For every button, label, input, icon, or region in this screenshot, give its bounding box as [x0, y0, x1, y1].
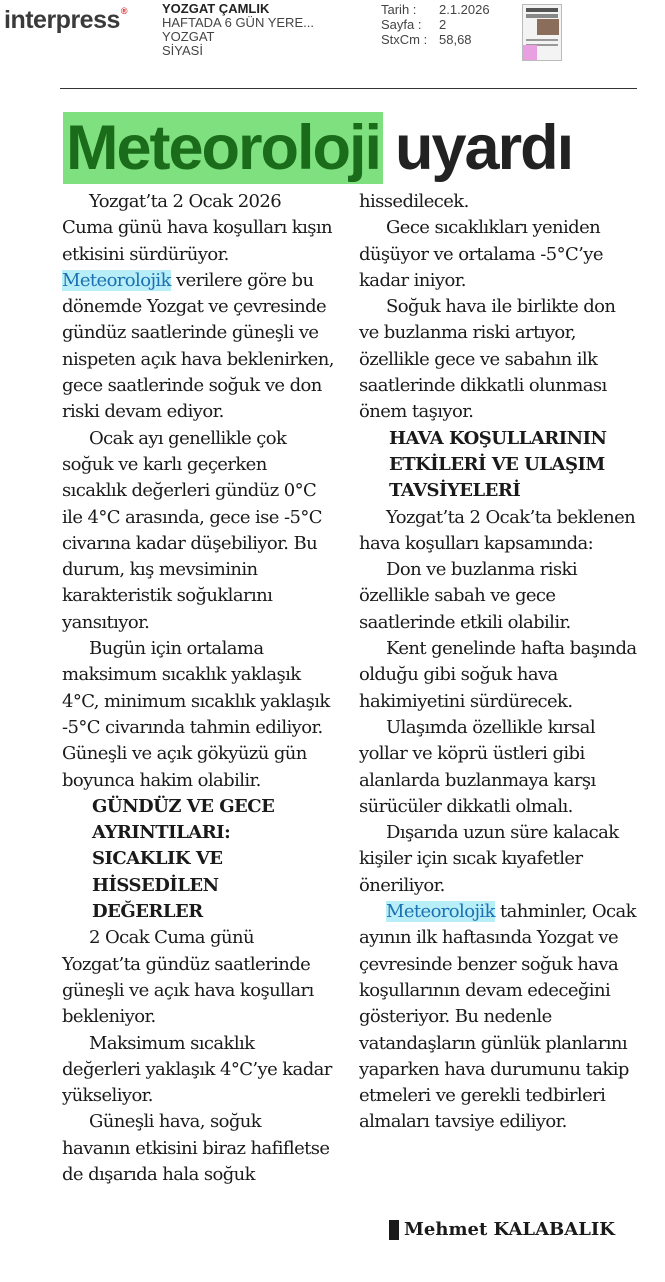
- clipping-info: [162, 2, 314, 58]
- paragraph: Yozgat’ta 2 Ocak’ta beklenen hava koşulları kapsamında:: [359, 506, 636, 554]
- headline-rest: uyardı: [395, 113, 573, 183]
- paragraph: Dışarıda uzun süre kalacak kişiler için sıcak kıyafetler öneriliyor.: [359, 822, 619, 896]
- author-byline: [389, 1219, 615, 1240]
- article-column-right: [359, 189, 637, 1136]
- author-name: Mehmet KALABALIK: [404, 1219, 615, 1240]
- paragraph: Kent genelinde hafta başında olduğu gibi soğuk hava hakimiyetini sürdürecek.: [359, 638, 637, 712]
- page-thumbnail[interactable]: [522, 4, 562, 61]
- date-value: 2.1.2026: [439, 2, 490, 17]
- clipping-meta: [381, 2, 490, 47]
- paragraph: Gece sıcaklıkları yeniden düşüyor ve ortalama -5°C’ye kadar iniyor.: [359, 217, 603, 291]
- article-headline: [63, 114, 572, 182]
- paragraph: Ocak ayı genellikle çok soğuk ve karlı geçerken sıcaklık değerleri gündüz 0°C ile 4°C arasında, gece ise -5°C civarına kadar düşebiliyor. Bu durum, kış mevsiminin karakteristik soğuklarını yansıtıyor.: [62, 427, 322, 633]
- city-label: YOZGAT: [162, 29, 215, 44]
- paragraph: Güneşli hava, soğuk havanın etkisini biraz hafifletse de dışarıda hala soğuk: [62, 1111, 330, 1185]
- header-divider: [60, 88, 637, 89]
- paragraph: 2 Ocak Cuma günü Yozgat’ta gündüz saatlerinde güneşli ve açık hava koşulları bekleniyor.: [62, 927, 314, 1028]
- subheading: GÜNDÜZ VE GECE AYRINTILARI: SICAKLIK VE HİSSEDİLEN DEĞERLER: [92, 795, 275, 923]
- paragraph: Yozgat’ta 2 Ocak 2026 Cuma günü hava koşulları kışın etkisini sürdürüyor. Meteorolojik verilere göre bu dönemde Yozgat ve çevresinde gündüz saatlerinde güneşli ve nispeten açık hava beklenirken, gece saatlerinde soğuk ve don riski devam ediyor.: [62, 191, 334, 423]
- paragraph: Don ve buzlanma riski özellikle sabah ve gece saatlerinde etkili olabilir.: [359, 559, 577, 633]
- subheading: HAVA KOŞULLARININ ETKİLERİ VE ULAŞIM TAVSİYELERİ: [389, 427, 607, 502]
- paragraph: Ulaşımda özellikle kırsal yollar ve köprü üstleri gibi alanlarda buzlanmaya karşı sürücüler dikkatli olmalı.: [359, 716, 596, 817]
- paragraph: Meteorolojik tahminler, Ocak ayının ilk haftasında Yozgat ve çevresinde benzer soğuk hava koşullarının devam edeceğini gösteriyor. Bu nedenle vatandaşların günlük planlarını yaparken hava durumunu takip etmeleri ve gerekli tedbirleri almaları tavsiye ediliyor.: [359, 901, 636, 1133]
- section-label: SİYASİ: [162, 43, 203, 58]
- stxcm-value: 58,68: [439, 32, 472, 47]
- keyword-highlight: Meteorolojik: [62, 269, 171, 291]
- stxcm-label: StxCm :: [381, 32, 428, 47]
- clipping-marker: [523, 45, 537, 60]
- paragraph: Bugün için ortalama maksimum sıcaklık yaklaşık 4°C, minimum sıcaklık yaklaşık -5°C civarında tahmin ediliyor. Güneşli ve açık gökyüzü gün boyunca hakim olabilir.: [62, 638, 330, 791]
- headline-snippet: HAFTADA 6 GÜN YERE...: [162, 15, 314, 30]
- publication-name: YOZGAT ÇAMLIK: [162, 1, 270, 16]
- interpress-logo: interpress®: [4, 6, 128, 34]
- paragraph: Soğuk hava ile birlikte don ve buzlanma riski artıyor, özellikle gece ve sabahın ilk saatlerinde dikkatli olunması önem taşıyor.: [359, 296, 616, 423]
- article-column-left: [62, 189, 334, 1188]
- paragraph-continuation: hissedilecek.: [359, 191, 469, 212]
- date-label: Tarih :: [381, 2, 417, 17]
- headline-keyword: Meteoroloji: [63, 112, 383, 184]
- keyword-highlight: Meteorolojik: [386, 901, 495, 923]
- paragraph: Maksimum sıcaklık değerleri yaklaşık 4°C’ye kadar yükseliyor.: [62, 1032, 332, 1107]
- page-label: Sayfa :: [381, 17, 422, 32]
- page-value: 2: [439, 17, 447, 32]
- byline-marker: [389, 1220, 399, 1240]
